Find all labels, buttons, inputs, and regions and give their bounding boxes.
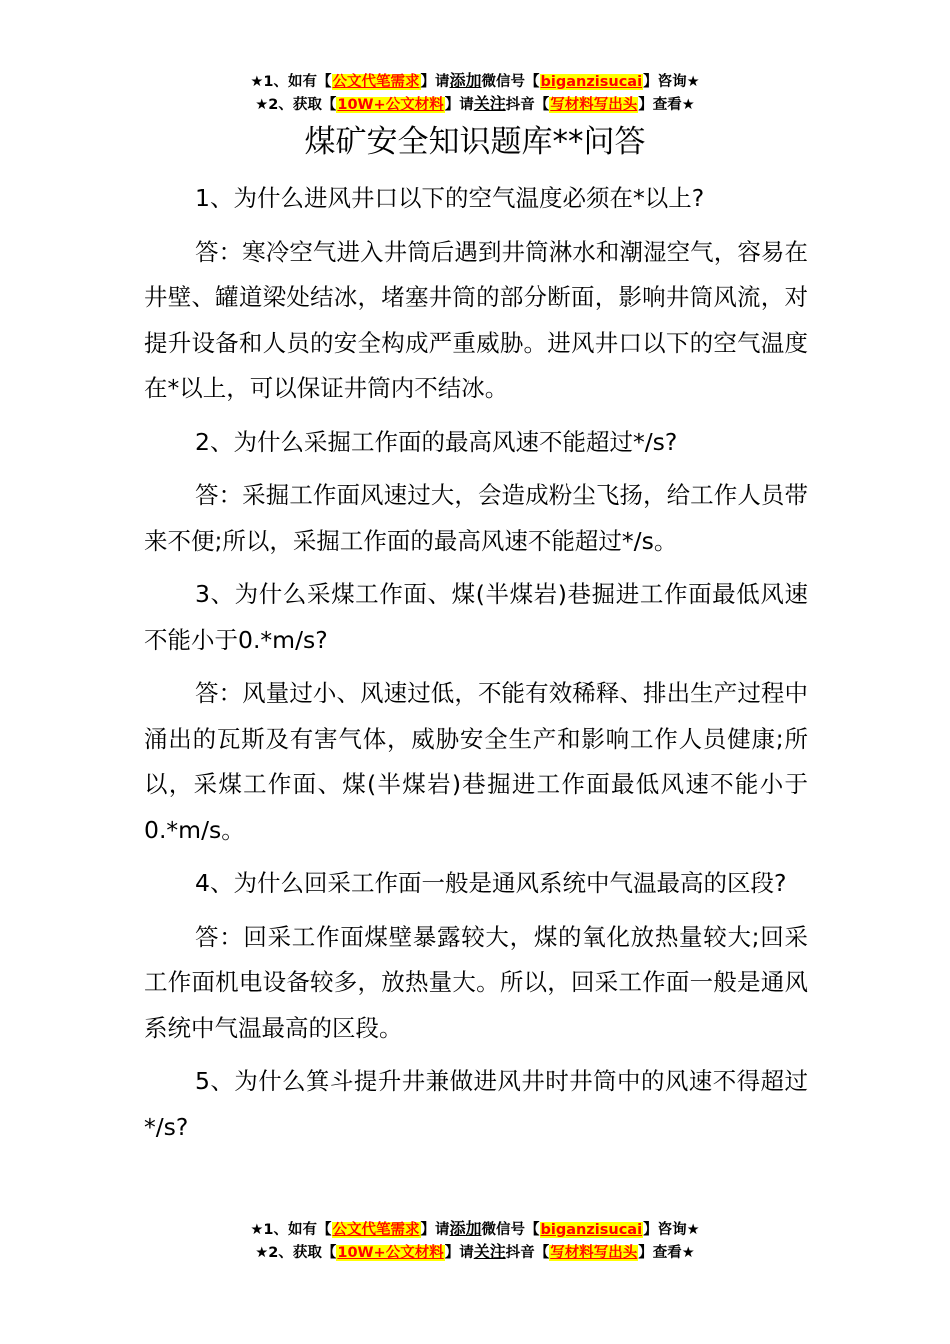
answer-paragraph: 答：风量过小、风速过低，不能有效稀释、排出生产过程中涌出的瓦斯及有害气体，威胁安全生产和影响工作人员健康;所以，采煤工作面、煤(半煤岩)巷掘进工作面最低风速不能小于0.*m/s。 [144,679,808,844]
star-icon: ★ [255,97,269,113]
answer-paragraph: 答：采掘工作面风速过大，会造成粉尘飞扬，给工作人员带来不便;所以，采掘工作面的最高风速不能超过*/s。 [144,481,808,555]
page-title: 煤矿安全知识题库**问答 [304,124,646,160]
banner-text: 1、如有【 [263,74,332,90]
underlined-word: 添加 [449,71,482,90]
banner-text: 】咨询 [643,1222,687,1238]
star-icon: ★ [255,1245,269,1261]
banner-text: 】请 [420,1222,450,1238]
banner-text: 】查看 [638,97,682,113]
banner-line-2 [0,1241,950,1264]
star-icon: ★ [250,1222,264,1238]
banner-text: 抖音【 [505,1245,550,1261]
underlined-word: 关注 [473,94,506,113]
banner-text: 微信号【 [481,74,540,90]
document-body [144,176,808,1158]
banner-text: 】查看 [638,1245,682,1261]
answer-paragraph: 答：回采工作面煤壁暴露较大，煤的氧化放热量较大;回采工作面机电设备较多，放热量大。所以，回采工作面一般是通风系统中气温最高的区段。 [144,922,808,1042]
highlight-service: 公文代笔需求 [332,1222,420,1238]
banner-text: 】请 [444,1245,474,1261]
question-paragraph: 3、为什么采煤工作面、煤(半煤岩)巷掘进工作面最低风速不能小于0.*m/s? [144,580,808,654]
highlight-wechat-id: biganzisucai [540,1222,643,1238]
highlight-materials: 10W+公文材料 [337,1245,444,1261]
banner-text: 微信号【 [481,1222,540,1238]
banner-text: 抖音【 [505,97,550,113]
star-icon: ★ [686,74,700,90]
question-paragraph: 2、为什么采掘工作面的最高风速不能超过*/s? [195,427,678,456]
highlight-service: 公文代笔需求 [332,74,420,90]
banner-text: 1、如有【 [263,1222,332,1238]
footer-banner [0,1218,950,1264]
underlined-word: 添加 [449,1219,482,1238]
question-paragraph: 4、为什么回采工作面一般是通风系统中气温最高的区段? [195,869,787,897]
banner-line-1 [0,1218,950,1241]
banner-text: 】咨询 [643,74,687,90]
highlight-materials: 10W+公文材料 [337,97,444,113]
banner-line-1 [0,70,950,93]
answer-paragraph: 答：寒冷空气进入井筒后遇到井筒淋水和潮湿空气，容易在井壁、罐道梁处结冰，堵塞井筒的部分断面，影响井筒风流，对提升设备和人员的安全构成严重威胁。进风井口以下的空气温度在*以上，可以保证井筒内不结冰。 [144,237,808,402]
banner-line-2 [0,93,950,116]
banner-text: 2、获取【 [268,1245,337,1261]
highlight-douyin: 写材料写出头 [550,97,638,113]
star-icon: ★ [681,97,695,113]
question-paragraph: 1、为什么进风井口以下的空气温度必须在*以上? [195,184,705,212]
star-icon: ★ [681,1245,695,1261]
header-banner [0,70,950,116]
highlight-wechat-id: biganzisucai [540,74,643,90]
question-paragraph: 5、为什么箕斗提升井兼做进风井时井筒中的风速不得超过*/s? [144,1067,808,1141]
highlight-douyin: 写材料写出头 [550,1245,638,1261]
star-icon: ★ [686,1222,700,1238]
banner-text: 2、获取【 [268,97,337,113]
banner-text: 】请 [420,74,450,90]
underlined-word: 关注 [473,1242,506,1261]
star-icon: ★ [250,74,264,90]
banner-text: 】请 [444,97,474,113]
